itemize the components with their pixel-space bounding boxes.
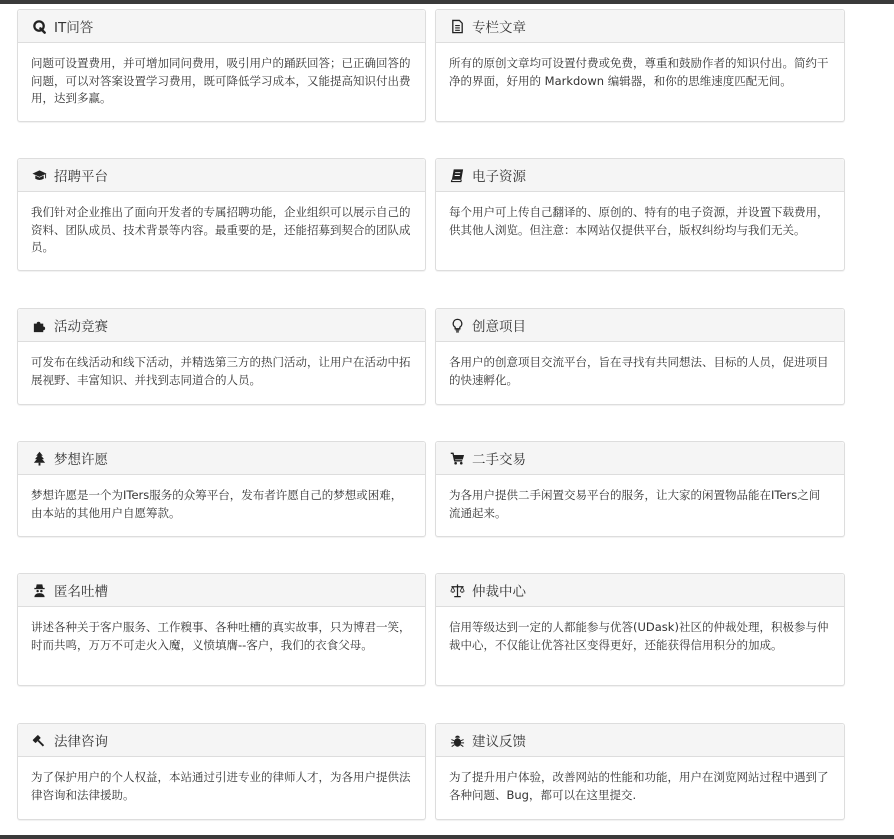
card-body: 梦想许愿是一个为ITers服务的众筹平台，发布者许愿自己的梦想或困难，由本站的其他用户自愿筹款。 (31, 488, 403, 520)
tree-icon (31, 450, 47, 466)
card-body: 可发布在线活动和线下活动，并精选第三方的热门活动，让用户在活动中拓展视野、丰富知识、并找到志同道合的人员。 (31, 355, 411, 387)
card-column-articles[interactable] (435, 9, 845, 122)
lightbulb-icon (449, 317, 465, 333)
card-heading (18, 309, 425, 342)
card-anonymous-rant[interactable] (17, 573, 426, 686)
card-dream-wish[interactable] (17, 441, 426, 537)
card-title: 招聘平台 (54, 169, 108, 185)
card-legal-consulting[interactable] (17, 723, 426, 820)
card-creative-projects[interactable] (435, 308, 845, 405)
card-heading (18, 10, 425, 43)
bottom-bar (0, 835, 894, 839)
card-body: 为各用户提供二手闲置交易平台的服务，让大家的闲置物品能在ITers之间流通起来。 (449, 488, 821, 520)
graduation-cap-icon (31, 167, 47, 183)
card-it-qa[interactable] (17, 9, 426, 122)
card-body: 我们针对企业推出了面向开发者的专属招聘功能，企业组织可以展示自己的资料、团队成员、技术背景等内容。最重要的是，还能招募到契合的团队成员。 (31, 205, 411, 254)
card-heading (436, 724, 844, 757)
card-e-resources[interactable] (435, 158, 845, 271)
card-heading (436, 309, 844, 342)
card-title: 活动竞赛 (54, 319, 108, 335)
document-icon (449, 18, 465, 34)
balance-scale-icon (449, 582, 465, 598)
puzzle-icon (31, 317, 47, 333)
card-body: 讲述各种关于客户服务、工作糗事、各种吐槽的真实故事，只为博君一笑，时而共鸣，万万不可走火入魔，义愤填膺--客户，我们的衣食父母。 (31, 620, 411, 652)
card-heading (436, 10, 844, 43)
card-heading (18, 724, 425, 757)
gavel-icon (31, 732, 47, 748)
cart-icon (449, 450, 465, 466)
card-title: 专栏文章 (472, 20, 526, 36)
card-heading (436, 442, 844, 475)
card-body: 所有的原创文章均可设置付费或免费，尊重和鼓励作者的知识付出。简约干净的界面，好用的 Markdown 编辑器，和你的思维速度匹配无间。 (449, 56, 829, 88)
card-feedback[interactable] (435, 723, 845, 820)
card-heading (18, 159, 425, 192)
card-title: 创意项目 (472, 319, 526, 335)
top-bar (0, 0, 894, 4)
anonymous-user-icon (31, 582, 47, 598)
card-recruitment[interactable] (17, 158, 426, 271)
card-body: 信用等级达到一定的人都能参与优答(UDask)社区的仲裁处理，积极参与仲裁中心，不仅能让优答社区变得更好，还能获得信用积分的加成。 (449, 620, 829, 652)
card-second-hand[interactable] (435, 441, 845, 537)
card-heading (18, 574, 425, 607)
book-icon (449, 167, 465, 183)
card-title: 法律咨询 (54, 734, 108, 750)
card-heading (18, 442, 425, 475)
card-body: 问题可设置费用，并可增加同问费用，吸引用户的踊跃回答；已正确回答的问题，可以对答案设置学习费用，既可降低学习成本，又能提高知识付出费用，达到多赢。 (31, 56, 411, 105)
card-activities[interactable] (17, 308, 426, 405)
card-body: 每个用户可上传自己翻译的、原创的、特有的电子资源，并设置下载费用，供其他人浏览。但注意：本网站仅提供平台，版权纠纷均与我们无关。 (449, 205, 829, 237)
card-title: 梦想许愿 (54, 452, 108, 468)
card-title: 建议反馈 (472, 734, 526, 750)
card-title: 匿名吐槽 (54, 584, 108, 600)
card-title: 二手交易 (472, 452, 526, 468)
card-body: 各用户的创意项目交流平台，旨在寻找有共同想法、目标的人员，促进项目的快速孵化。 (449, 355, 829, 387)
card-body: 为了提升用户体验，改善网站的性能和功能，用户在浏览网站过程中遇到了各种问题、Bug，都可以在这里提交. (449, 770, 829, 802)
card-body: 为了保护用户的个人权益，本站通过引进专业的律师人才，为各用户提供法律咨询和法律援助。 (31, 770, 411, 802)
card-title: 电子资源 (472, 169, 526, 185)
bug-icon (449, 732, 465, 748)
card-heading (436, 159, 844, 192)
card-heading (436, 574, 844, 607)
card-title: 仲裁中心 (472, 584, 526, 600)
q-icon (31, 18, 47, 34)
card-arbitration-center[interactable] (435, 573, 845, 686)
card-title: IT问答 (54, 20, 94, 36)
